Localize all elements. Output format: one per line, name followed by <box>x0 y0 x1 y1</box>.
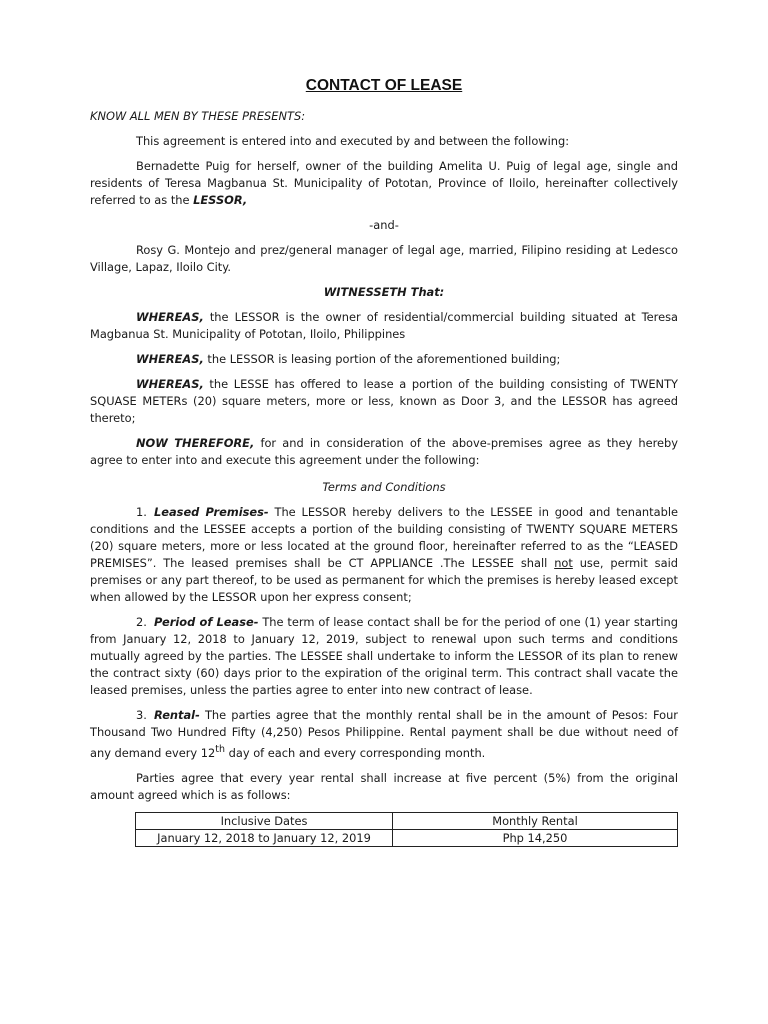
now-therefore-clause <box>90 435 678 469</box>
rental-table-header-row <box>136 812 678 829</box>
whereas-clause-2 <box>90 351 678 368</box>
witnesseth-heading: WITNESSETH That: <box>323 285 445 299</box>
term-text: The parties agree that the monthly rental shall be in the amount of Pesos: Four Thousand Two Hundred Fifty (4,250) Pesos Philippine. Rental payment shall be due without need of any demand every 12 <box>90 708 678 760</box>
document-title: CONTACT OF LEASE <box>305 77 463 94</box>
term-text: day of each and every corresponding month. <box>225 745 486 760</box>
term-underlined-word: not <box>554 556 573 570</box>
term-rental <box>90 707 678 762</box>
term-label: Period of Lease- <box>154 615 259 629</box>
whereas-label: WHEREAS, <box>136 352 204 366</box>
term-label: Rental- <box>154 708 200 722</box>
table-cell: January 12, 2018 to January 12, 2019 <box>136 829 393 846</box>
whereas-label: WHEREAS, <box>136 377 204 391</box>
table-row <box>136 829 678 846</box>
term-number: 3. <box>136 708 147 722</box>
table-header-cell: Monthly Rental <box>393 812 678 829</box>
term-period-of-lease <box>90 614 678 699</box>
lessor-text: Bernadette Puig for herself, owner of the building Amelita U. Puig of legal age, single and residents of Teresa Magbanua St. Municipality of Pototan, Province of Iloilo, hereinafter collectively referred to as the <box>90 159 678 207</box>
term-superscript: th <box>215 744 225 755</box>
whereas-clause-3 <box>90 376 678 427</box>
term-number: 2. <box>136 615 147 629</box>
preamble: KNOW ALL MEN BY THESE PRESENTS: <box>90 109 306 123</box>
now-therefore-text: for and in consideration of the above-premises agree as they hereby agree to enter into and execute this agreement under the following: <box>90 436 678 467</box>
lessee-paragraph: Rosy G. Montejo and prez/general manager of legal age, married, Filipino residing at Ledesco Village, Lapaz, Iloilo City. <box>90 243 678 274</box>
terms-heading: Terms and Conditions <box>322 480 446 494</box>
rental-table <box>135 812 678 847</box>
term-text: The LESSOR hereby delivers to the LESSEE in good and tenantable conditions and the LESSEE accepts a portion of the building consisting of TWENTY SQUARE METERS (20) square meters, more or less located at the ground floor, hereinafter referred to as the “LEASED PREMISES”. The leased premises shall be CT APPLIANCE .The LESSEE shall <box>90 505 678 570</box>
term-label: Leased Premises- <box>154 505 269 519</box>
increase-paragraph: Parties agree that every year rental shall increase at five percent (5%) from the original amount agreed which is as follows: <box>90 770 678 802</box>
document-page <box>90 76 678 847</box>
whereas-label: WHEREAS, <box>136 310 204 324</box>
table-cell: Php 14,250 <box>393 829 678 846</box>
intro-paragraph: This agreement is entered into and executed by and between the following: <box>136 134 570 148</box>
whereas-text: the LESSE has offered to lease a portion of the building consisting of TWENTY SQUASE METERs (20) square meters, more or less, known as Door 3, and the LESSOR has agreed thereto; <box>90 377 678 425</box>
whereas-text: the LESSOR is leasing portion of the aforementioned building; <box>203 352 561 366</box>
whereas-clause-1 <box>90 309 678 343</box>
term-leased-premises <box>90 504 678 606</box>
whereas-text: the LESSOR is the owner of residential/commercial building situated at Teresa Magbanua St. Municipality of Pototan, Iloilo, Philippines <box>90 310 678 341</box>
lessor-emphasis: LESSOR, <box>193 193 248 207</box>
now-therefore-label: NOW THEREFORE, <box>136 436 255 450</box>
table-header-cell: Inclusive Dates <box>136 812 393 829</box>
and-divider: -and- <box>369 218 399 232</box>
lessor-paragraph <box>90 158 678 209</box>
term-text: The term of lease contact shall be for the period of one (1) year starting from January 12, 2018 to January 12, 2019, subject to renewal upon such terms and conditions mutually agreed by the parties. The LESSEE shall undertake to inform the LESSOR of its plan to renew the contract sixty (60) days prior to the expiration of the original term. This contract shall vacate the leased premises, unless the parties agree to enter into new contract of lease. <box>90 615 678 697</box>
term-text: use, permit said premises or any part thereof, to be used as permanent for which the premises is hereby leased except when allowed by the LESSOR upon her express consent; <box>90 556 678 604</box>
term-number: 1. <box>136 505 147 519</box>
